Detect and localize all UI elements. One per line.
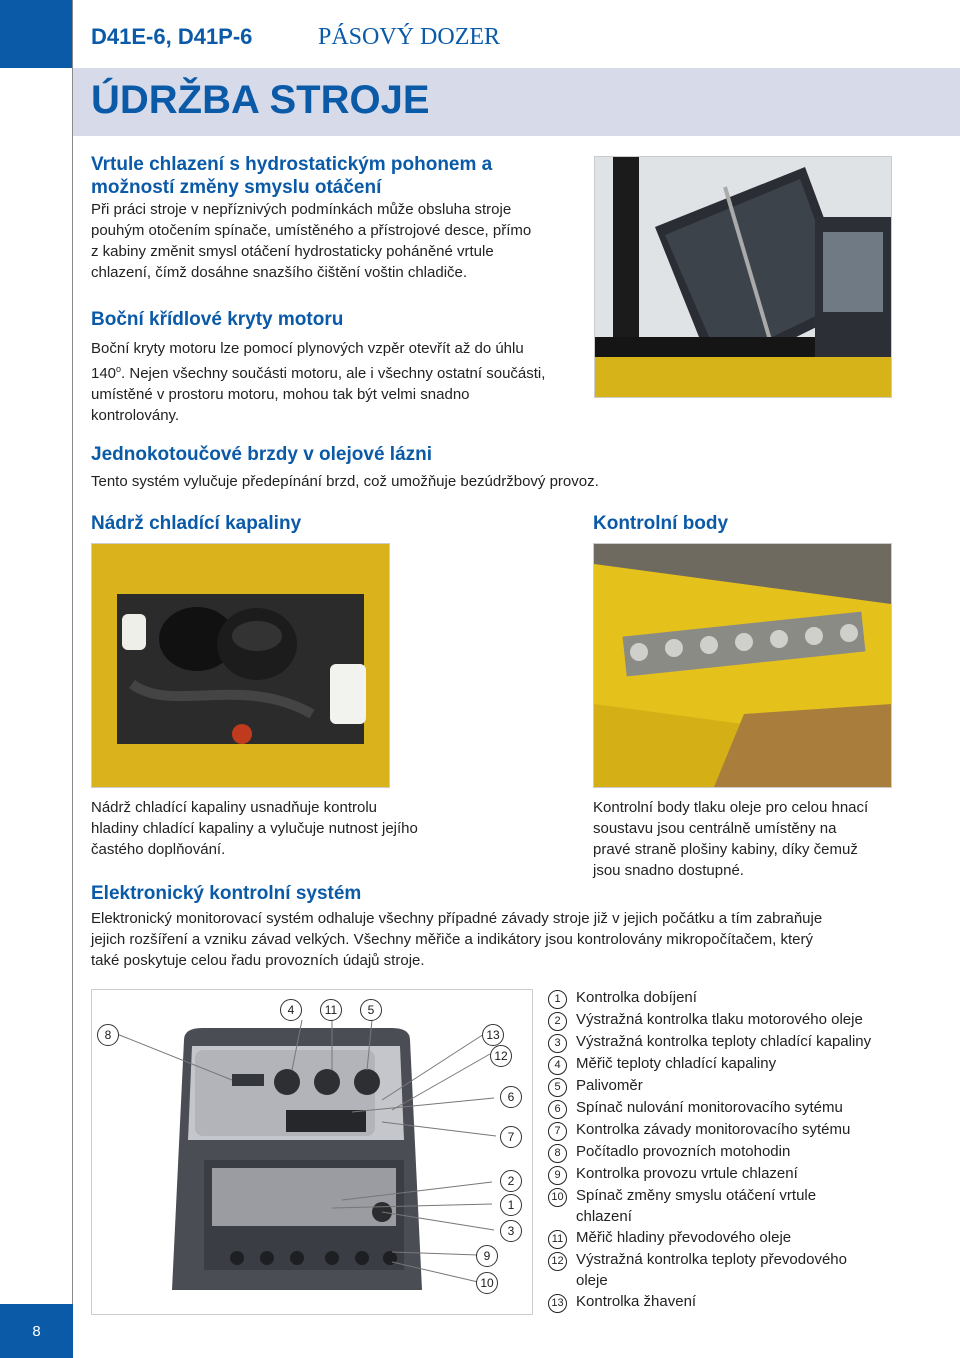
header-color-block <box>0 0 73 68</box>
callout-7: 7 <box>500 1126 522 1148</box>
caption-line: pravé straně plošiny kabiny, díky čemuž <box>593 841 858 858</box>
paragraph-line: pouhým otočením spínače, umístěného a přístrojové desce, přímo <box>91 222 532 239</box>
legend-text: Počítadlo provozních motohodin <box>576 1143 791 1160</box>
caption-coolant <box>91 797 511 860</box>
section-heading: možností změny smyslu otáčení <box>91 177 382 198</box>
legend-text: Kontrolka provozu vrtule chlazení <box>576 1165 798 1182</box>
callout-13: 13 <box>482 1024 504 1046</box>
paragraph-line <box>91 359 591 384</box>
caption-line: Nádrž chladící kapaliny usnadňuje kontrolu <box>91 799 378 816</box>
caption-line: hladiny chladící kapaliny a vylučuje nutnost jejího <box>91 820 418 837</box>
model-name: D41E-6, D41P-6 <box>91 24 253 49</box>
caption-line: Kontrolní body tlaku oleje pro celou hnací <box>593 799 869 816</box>
paragraph-line: Při práci stroje v nepříznivých podmínkách může obsluha stroje <box>91 201 512 218</box>
section-heading: Elektronický kontrolní systém <box>91 883 362 904</box>
legend-text: Kontrolka žhavení <box>576 1293 697 1310</box>
legend-text: Spínač změny smyslu otáčení vrtule <box>576 1187 817 1204</box>
legend-item <box>548 1249 948 1291</box>
engine-cover-photo <box>594 156 892 398</box>
legend-text: Výstražná kontrolka teploty chladící kapaliny <box>576 1033 872 1050</box>
section-electronic <box>91 882 951 971</box>
legend-item <box>548 1009 948 1031</box>
callout-9: 9 <box>476 1245 498 1267</box>
callout-8: 8 <box>97 1024 119 1046</box>
section-heading: Boční křídlové kryty motoru <box>91 309 344 330</box>
legend-item <box>548 1053 948 1075</box>
caption-line: častého doplňování. <box>91 841 226 858</box>
legend-number: 8 <box>548 1144 567 1163</box>
legend-number: 1 <box>548 990 567 1009</box>
legend-number: 2 <box>548 1012 567 1031</box>
page-title: ÚDRŽBA STROJE <box>91 78 430 122</box>
paragraph-line: také poskytuje celou řadu provozních údajů stroje. <box>91 952 425 969</box>
legend-number: 10 <box>548 1188 567 1207</box>
document-subtitle: PÁSOVÝ DOZER <box>318 24 501 50</box>
paragraph-text: . Nejen všechny součásti motoru, ale i všechny ostatní součásti, <box>121 365 546 382</box>
legend-item <box>548 1141 948 1163</box>
page-number: 8 <box>0 1304 73 1358</box>
paragraph-line: z kabiny změnit smysl otáčení hydrostaticky poháněné vrtule <box>91 243 494 260</box>
margin-rule <box>72 0 73 1358</box>
paragraph-line: jejich rozšíření a vzniku závad velkých. Všechny měřiče a indikátory jsou kontrolovány mikropočítačem, který <box>91 931 813 948</box>
legend-number: 12 <box>548 1252 567 1271</box>
legend-text: Spínač nulování monitorovacího sytému <box>576 1099 843 1116</box>
legend-item <box>548 1031 948 1053</box>
legend-number: 6 <box>548 1100 567 1119</box>
legend-number: 9 <box>548 1166 567 1185</box>
section-heading: Jednokotoučové brzdy v olejové lázni <box>91 444 433 465</box>
legend-item <box>548 1075 948 1097</box>
degree-mark: o <box>116 364 122 374</box>
legend-text: Výstražná kontrolka teploty převodového <box>576 1251 847 1268</box>
legend-text: Měřič hladiny převodového oleje <box>576 1229 792 1246</box>
legend-item <box>548 1185 948 1227</box>
paragraph-line: umístěné v prostoru motoru, mohou tak být velmi snadno <box>91 386 470 403</box>
section-heading-coolant: Nádrž chladící kapaliny <box>91 513 302 534</box>
paragraph-line: Tento systém vylučuje předepínání brzd, což umožňuje bezúdržbový provoz. <box>91 473 599 490</box>
check-points-photo <box>593 543 892 788</box>
legend-item <box>548 1291 948 1313</box>
callout-5: 5 <box>360 999 382 1021</box>
legend-text: Kontrolka závady monitorovacího sytému <box>576 1121 851 1138</box>
callout-2: 2 <box>500 1170 522 1192</box>
legend-text-continued: chlazení <box>576 1208 632 1225</box>
caption-line: jsou snadno dostupné. <box>593 862 744 879</box>
callout-1: 1 <box>500 1194 522 1216</box>
callout-11: 11 <box>320 999 342 1021</box>
legend-text: Výstražná kontrolka tlaku motorového oleje <box>576 1011 863 1028</box>
legend-text: Palivoměr <box>576 1077 643 1094</box>
section-heading-checkpoints: Kontrolní body <box>593 513 729 534</box>
monitor-panel-figure <box>91 989 533 1315</box>
legend-list <box>548 987 948 1313</box>
callout-12: 12 <box>490 1045 512 1067</box>
section-covers <box>91 308 591 426</box>
angle-value: 140 <box>91 365 117 382</box>
legend-text: Kontrolka dobíjení <box>576 989 697 1006</box>
callout-10: 10 <box>476 1272 498 1294</box>
legend-number: 5 <box>548 1078 567 1097</box>
legend-item <box>548 1163 948 1185</box>
callout-6: 6 <box>500 1086 522 1108</box>
legend-text: Měřič teploty chladící kapaliny <box>576 1055 777 1072</box>
section-fans <box>91 153 591 283</box>
caption-checkpoints <box>593 797 933 881</box>
legend-text-continued: oleje <box>576 1272 608 1289</box>
callout-4: 4 <box>280 999 302 1021</box>
legend-item <box>548 987 948 1009</box>
legend-number: 13 <box>548 1294 567 1313</box>
legend-item <box>548 1227 948 1249</box>
legend-number: 4 <box>548 1056 567 1075</box>
legend-item <box>548 1119 948 1141</box>
paragraph-line: chlazení, čímž dosáhne snazšího čištění voštin chladiče. <box>91 264 468 281</box>
caption-line: soustavu jsou centrálně umístěny na <box>593 820 837 837</box>
legend-number: 7 <box>548 1122 567 1141</box>
legend-number: 3 <box>548 1034 567 1053</box>
coolant-tank-photo <box>91 543 390 788</box>
section-heading: Vrtule chlazení s hydrostatickým pohonem a <box>91 154 493 175</box>
paragraph-line: kontrolovány. <box>91 407 180 424</box>
paragraph-line: Elektronický monitorovací systém odhaluje všechny případné závady stroje již v jejich počátku a tím zabraňuje <box>91 910 823 927</box>
section-brakes <box>91 443 731 492</box>
legend-number: 11 <box>548 1230 567 1249</box>
paragraph-line: Boční kryty motoru lze pomocí plynových vzpěr otevřít až do úhlu <box>91 340 524 357</box>
callout-3: 3 <box>500 1220 522 1242</box>
legend-item <box>548 1097 948 1119</box>
